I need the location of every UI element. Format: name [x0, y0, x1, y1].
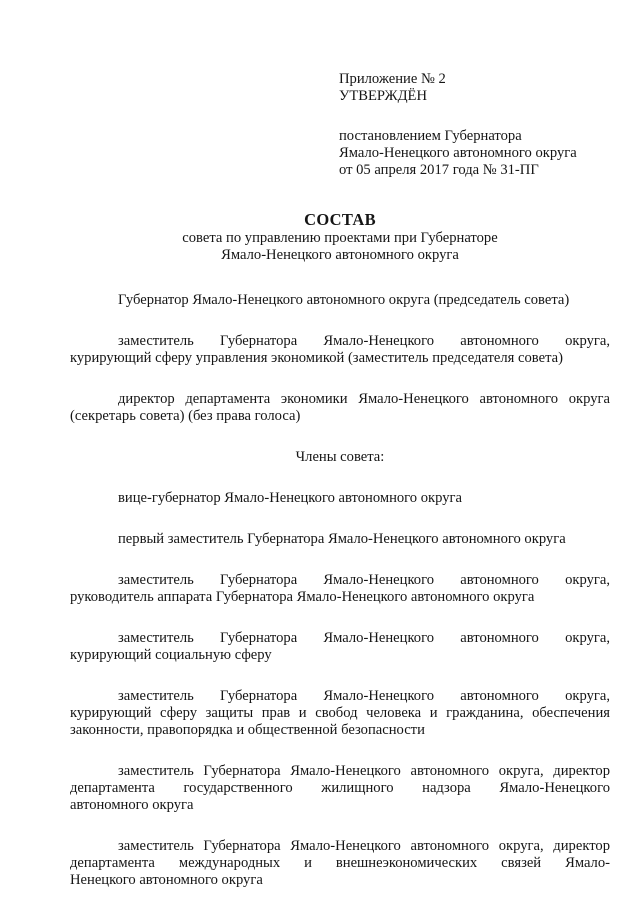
member-entry [70, 531, 610, 548]
leadership-entry [70, 391, 610, 425]
leadership-entry [70, 333, 610, 367]
council-composition [70, 292, 610, 913]
decree-line-3: от 05 апреля 2017 года № 31-ПГ [339, 162, 539, 178]
leadership-entry-line: заместитель Губернатора Ямало-Ненецкого автономного округа, [118, 333, 610, 349]
member-entry-line: Ненецкого автономного округа [70, 872, 263, 888]
member-entry-line: первый заместитель Губернатора Ямало-Ненецкого автономного округа [118, 531, 566, 547]
document-title: СОСТАВ [304, 210, 376, 229]
member-entry [70, 490, 610, 507]
member-entry-line: вице-губернатор Ямало-Ненецкого автономного округа [118, 490, 462, 506]
leadership-entry [70, 292, 610, 309]
leadership-list [70, 292, 610, 425]
member-entry-line: заместитель Губернатора Ямало-Ненецкого автономного округа, директор [118, 763, 610, 779]
member-entry-line: заместитель Губернатора Ямало-Ненецкого автономного округа, директор [118, 838, 610, 854]
member-entry [70, 763, 610, 814]
decree-line-2: Ямало-Ненецкого автономного округа [339, 145, 577, 161]
member-entry-line: департамента международных и внешнеэкономических связей Ямало- [70, 855, 610, 871]
member-entry [70, 838, 610, 889]
member-entry-line: руководитель аппарата Губернатора Ямало-Ненецкого автономного округа [70, 589, 535, 605]
member-entry [70, 630, 610, 664]
member-entry-line: курирующий сферу защиты прав и свобод человека и гражданина, обеспечения [70, 705, 610, 721]
leadership-entry-line: Губернатор Ямало-Ненецкого автономного округа (председатель совета) [118, 292, 570, 308]
leadership-entry-line: (секретарь совета) (без права голоса) [70, 408, 301, 424]
member-entry-line: заместитель Губернатора Ямало-Ненецкого автономного округа, [118, 572, 610, 588]
decree-line-1: постановлением Губернатора [339, 128, 522, 144]
appendix-number: Приложение № 2 [339, 71, 446, 87]
member-entry [70, 688, 610, 739]
document-subtitle-line-1: совета по управлению проектами при Губернаторе [182, 230, 498, 246]
leadership-entry-line: директор департамента экономики Ямало-Ненецкого автономного округа [118, 391, 610, 407]
member-entry-line: заместитель Губернатора Ямало-Ненецкого автономного округа, [118, 630, 610, 646]
document-subtitle-line-2: Ямало-Ненецкого автономного округа [221, 247, 459, 263]
approved-stamp: УТВЕРЖДЁН [339, 88, 427, 104]
leadership-entry-line: курирующий сферу управления экономикой (заместитель председателя совета) [70, 350, 563, 366]
member-entry-line: автономного округа [70, 797, 194, 813]
member-entry-line: департамента государственного жилищного надзора Ямало-Ненецкого [70, 780, 610, 796]
member-entry [70, 572, 610, 606]
members-heading: Члены совета: [295, 449, 385, 465]
member-entry-line: законности, правопорядка и общественной безопасности [70, 722, 425, 738]
approval-block [339, 71, 619, 179]
members-list [70, 490, 610, 889]
member-entry-line: курирующий социальную сферу [70, 647, 272, 663]
member-entry-line: заместитель Губернатора Ямало-Ненецкого автономного округа, [118, 688, 610, 704]
title-block [70, 210, 610, 264]
